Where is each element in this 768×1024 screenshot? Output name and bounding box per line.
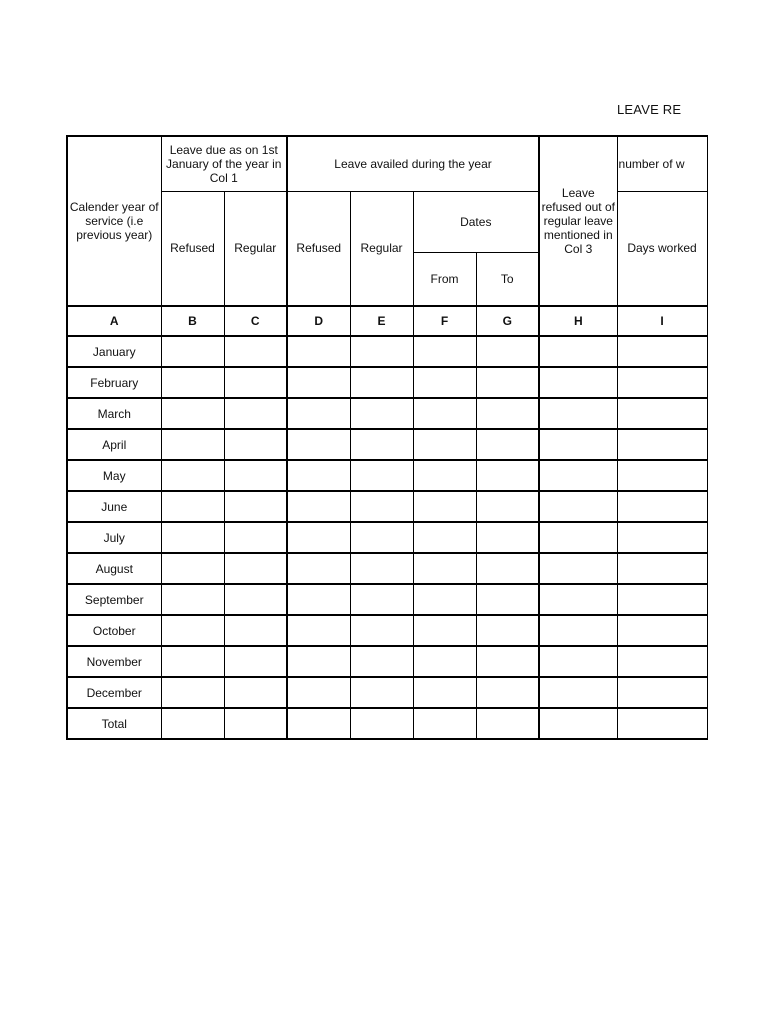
table-cell[interactable]	[617, 553, 707, 584]
table-cell[interactable]	[224, 491, 287, 522]
table-cell[interactable]	[413, 460, 476, 491]
table-cell[interactable]	[350, 491, 413, 522]
table-cell[interactable]	[476, 336, 539, 367]
table-cell[interactable]	[161, 522, 224, 553]
table-row	[67, 522, 707, 553]
table-row	[67, 491, 707, 522]
table-cell[interactable]	[413, 367, 476, 398]
table-cell[interactable]	[224, 429, 287, 460]
table-cell[interactable]	[161, 584, 224, 615]
table-cell[interactable]	[161, 429, 224, 460]
table-cell[interactable]	[413, 708, 476, 739]
col-letter-g: G	[476, 306, 539, 336]
table-cell[interactable]	[539, 336, 617, 367]
table-cell[interactable]	[617, 522, 707, 553]
header-number-of: number of w	[617, 136, 707, 191]
table-row	[67, 584, 707, 615]
table-cell[interactable]	[224, 522, 287, 553]
table-cell[interactable]	[539, 584, 617, 615]
table-row	[67, 708, 707, 739]
table-cell[interactable]	[161, 708, 224, 739]
col-letter-h: H	[539, 306, 617, 336]
table-cell[interactable]	[161, 491, 224, 522]
table-cell[interactable]	[350, 429, 413, 460]
table-cell[interactable]	[413, 677, 476, 708]
table-cell[interactable]	[539, 367, 617, 398]
table-cell[interactable]	[617, 429, 707, 460]
header-leave-due: Leave due as on 1st January of the year in Col 1	[161, 136, 287, 191]
table-row	[67, 677, 707, 708]
header-days-worked: Days worked	[617, 191, 707, 306]
row-label: June	[67, 491, 161, 522]
table-cell[interactable]	[476, 367, 539, 398]
table-cell[interactable]	[476, 584, 539, 615]
header-from: From	[413, 252, 476, 306]
table-cell[interactable]	[224, 615, 287, 646]
row-label: Total	[67, 708, 161, 739]
table-cell[interactable]	[224, 708, 287, 739]
table-cell[interactable]	[287, 336, 350, 367]
table-cell[interactable]	[161, 398, 224, 429]
leave-record-table	[66, 135, 708, 740]
table-cell[interactable]	[350, 677, 413, 708]
table-cell[interactable]	[413, 615, 476, 646]
table-cell[interactable]	[476, 708, 539, 739]
row-label: January	[67, 336, 161, 367]
table-row	[67, 615, 707, 646]
table-row	[67, 460, 707, 491]
table-cell[interactable]	[413, 491, 476, 522]
col-letter-c: C	[224, 306, 287, 336]
col-letter-i: I	[617, 306, 707, 336]
header-to: To	[476, 252, 539, 306]
table-cell[interactable]	[287, 615, 350, 646]
table-row	[67, 429, 707, 460]
table-cell[interactable]	[617, 460, 707, 491]
table-cell[interactable]	[539, 553, 617, 584]
table-cell[interactable]	[350, 584, 413, 615]
table-cell[interactable]	[350, 615, 413, 646]
table-cell[interactable]	[617, 367, 707, 398]
table-cell[interactable]	[413, 522, 476, 553]
row-label: July	[67, 522, 161, 553]
table-cell[interactable]	[413, 429, 476, 460]
table-cell[interactable]	[161, 646, 224, 677]
table-cell[interactable]	[224, 367, 287, 398]
table-row	[67, 398, 707, 429]
table-cell[interactable]	[224, 677, 287, 708]
table-cell[interactable]	[224, 460, 287, 491]
col-letter-f: F	[413, 306, 476, 336]
table-cell[interactable]	[350, 398, 413, 429]
table-cell[interactable]	[161, 336, 224, 367]
form-title: LEAVE RE	[617, 102, 682, 117]
table-cell[interactable]	[617, 646, 707, 677]
table-cell[interactable]	[476, 522, 539, 553]
table-cell[interactable]	[287, 367, 350, 398]
row-label: May	[67, 460, 161, 491]
table-row	[67, 553, 707, 584]
table-cell[interactable]	[617, 336, 707, 367]
table-cell[interactable]	[617, 584, 707, 615]
row-label: October	[67, 615, 161, 646]
table-cell[interactable]	[161, 677, 224, 708]
table-cell[interactable]	[476, 460, 539, 491]
table-cell[interactable]	[350, 367, 413, 398]
table-cell[interactable]	[476, 646, 539, 677]
table-cell[interactable]	[413, 646, 476, 677]
header-calendar-year: Calender year of service (i.e previous year)	[67, 136, 161, 306]
col-letter-e: E	[350, 306, 413, 336]
table-cell[interactable]	[287, 460, 350, 491]
row-label: April	[67, 429, 161, 460]
table-cell[interactable]	[539, 429, 617, 460]
table-row	[67, 367, 707, 398]
table-cell[interactable]	[287, 708, 350, 739]
table-cell[interactable]	[539, 708, 617, 739]
table-cell[interactable]	[350, 708, 413, 739]
table-cell[interactable]	[287, 491, 350, 522]
leave-record-table-container	[66, 135, 697, 745]
row-label: February	[67, 367, 161, 398]
month-rows	[67, 336, 707, 739]
table-cell[interactable]	[287, 522, 350, 553]
table-cell[interactable]	[617, 491, 707, 522]
table-cell[interactable]	[350, 646, 413, 677]
row-label: March	[67, 398, 161, 429]
table-cell[interactable]	[476, 677, 539, 708]
header-regular-e: Regular	[350, 191, 413, 306]
table-cell[interactable]	[161, 615, 224, 646]
table-cell[interactable]	[287, 677, 350, 708]
table-cell[interactable]	[539, 491, 617, 522]
table-row	[67, 646, 707, 677]
table-cell[interactable]	[413, 398, 476, 429]
table-cell[interactable]	[617, 615, 707, 646]
table-cell[interactable]	[413, 553, 476, 584]
table-cell[interactable]	[476, 398, 539, 429]
table-cell[interactable]	[287, 646, 350, 677]
table-cell[interactable]	[413, 336, 476, 367]
col-letter-a: A	[67, 306, 161, 336]
table-cell[interactable]	[350, 460, 413, 491]
header-dates: Dates	[413, 191, 539, 252]
table-cell[interactable]	[476, 491, 539, 522]
header-refused-d: Refused	[287, 191, 350, 306]
table-cell[interactable]	[617, 677, 707, 708]
table-cell[interactable]	[224, 584, 287, 615]
row-label: September	[67, 584, 161, 615]
table-cell[interactable]	[350, 553, 413, 584]
col-letter-d: D	[287, 306, 350, 336]
table-cell[interactable]	[224, 553, 287, 584]
table-cell[interactable]	[224, 336, 287, 367]
row-label: August	[67, 553, 161, 584]
table-cell[interactable]	[161, 553, 224, 584]
table-row	[67, 336, 707, 367]
table-cell[interactable]	[161, 367, 224, 398]
table-cell[interactable]	[287, 398, 350, 429]
table-cell[interactable]	[224, 646, 287, 677]
table-cell[interactable]	[539, 460, 617, 491]
col-letter-b: B	[161, 306, 224, 336]
table-cell[interactable]	[224, 398, 287, 429]
table-cell[interactable]	[617, 708, 707, 739]
table-cell[interactable]	[539, 398, 617, 429]
header-refused-b: Refused	[161, 191, 224, 306]
table-cell[interactable]	[413, 584, 476, 615]
table-cell[interactable]	[476, 553, 539, 584]
row-label: December	[67, 677, 161, 708]
table-cell[interactable]	[476, 429, 539, 460]
table-cell[interactable]	[617, 398, 707, 429]
table-cell[interactable]	[350, 522, 413, 553]
table-cell[interactable]	[539, 646, 617, 677]
table-cell[interactable]	[161, 460, 224, 491]
header-leave-availed: Leave availed during the year	[287, 136, 539, 191]
table-cell[interactable]	[539, 615, 617, 646]
row-label: November	[67, 646, 161, 677]
header-leave-refused-out: Leave refused out of regular leave mentioned in Col 3	[539, 136, 617, 306]
table-cell[interactable]	[539, 677, 617, 708]
table-cell[interactable]	[539, 522, 617, 553]
table-cell[interactable]	[476, 615, 539, 646]
table-cell[interactable]	[350, 336, 413, 367]
table-cell[interactable]	[287, 553, 350, 584]
table-cell[interactable]	[287, 584, 350, 615]
table-cell[interactable]	[287, 429, 350, 460]
header-regular-c: Regular	[224, 191, 287, 306]
